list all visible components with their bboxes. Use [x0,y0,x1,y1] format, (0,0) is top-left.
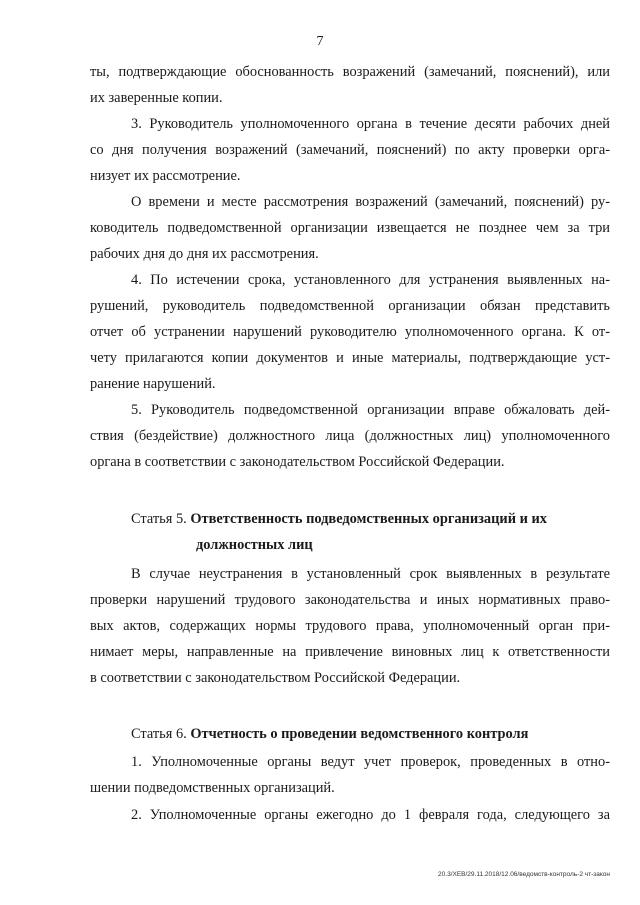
article6-title: Отчетность о проведении ведомственного контроля [190,726,529,742]
text-line: органа в соответствии с законодательством Российской Федерации. [90,454,505,470]
article5-heading [131,509,610,529]
text-line: ководитель подведомственной организации извещается не позднее чем за три [90,220,610,236]
text-line: 5. Руководитель подведомственной организации вправе обжаловать дей- [131,402,610,418]
text-line: ранение нарушений. [90,376,216,392]
article5-text-line: В случае неустранения в установленный срок выявленных в результате [131,566,610,582]
article5-title-line2: должностных лиц [196,537,313,553]
text-line: 4. По истечении срока, установленного для устранения выявленных на- [131,272,610,288]
text-line: ствия (бездействие) должностного лица (должностных лиц) уполномоченного [90,428,610,444]
article5-text-line: вых актов, содержащих нормы трудового права, уполномоченный орган при- [90,618,610,634]
article6-text-line: шении подведомственных организаций. [90,780,335,796]
text-line: низует их рассмотрение. [90,168,241,184]
article5-text-line: в соответствии с законодательством Российской Федерации. [90,670,461,686]
article6-heading [131,724,610,744]
text-line: ты, подтверждающие обоснованность возражений (замечаний, пояснений), или [90,64,610,80]
text-line: рушений, руководитель подведомственной организации обязан представить [90,298,610,314]
article6-prefix: Статья 6. [131,726,191,742]
document-footer-code: 20.3/ХЕВ/29.11.2018/12.06/ведомств-контроль-2 чт-закон [438,871,610,878]
article5-text-line: нимает меры, направленные на привлечение виновных лиц к ответственности [90,644,610,660]
text-line: рабочих дня до дня их рассмотрения. [90,246,319,262]
article5-text-line: проверки нарушений трудового законодательства и иных нормативных право- [90,592,610,608]
text-line: чету прилагаются копии документов и иные материалы, подтверждающие уст- [90,350,610,366]
text-line: О времени и месте рассмотрения возражений (замечаний, пояснений) ру- [131,194,610,210]
page-number: 7 [316,34,324,49]
text-line: отчет об устранении нарушений руководителю уполномоченного органа. К от- [90,324,610,340]
article6-text-line: 1. Уполномоченные органы ведут учет проверок, проведенных в отно- [131,754,610,770]
article5-title-line1: Ответственность подведомственных организаций и их [190,511,547,527]
text-line: их заверенные копии. [90,90,223,106]
article6-text-line: 2. Уполномоченные органы ежегодно до 1 февраля года, следующего за [131,807,610,823]
text-line: 3. Руководитель уполномоченного органа в течение десяти рабочих дней [131,116,610,132]
article5-prefix: Статья 5. [131,511,191,527]
text-line: со дня получения возражений (замечаний, пояснений) по акту проверки орга- [90,142,610,158]
